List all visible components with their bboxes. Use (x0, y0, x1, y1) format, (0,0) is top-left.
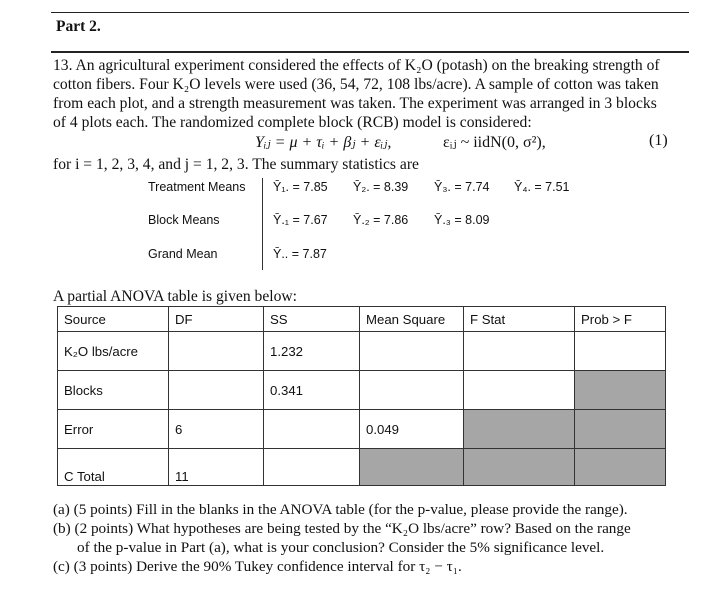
grand-mean-value: Ȳ.. = 7.87 (273, 247, 327, 261)
summary-divider (262, 178, 263, 270)
row-df: 6 (169, 410, 264, 449)
treatment-mean-4: Ȳ₄. = 7.51 (514, 180, 570, 194)
table-row (58, 371, 666, 410)
row-source: Blocks (58, 371, 169, 410)
row-source: Error (58, 410, 169, 449)
question-b-cont: of the p-value in Part (a), what is your conclusion? Consider the 5% significance level. (77, 539, 605, 556)
treatment-mean-2: Ȳ₂. = 8.39 (353, 180, 409, 194)
intro-line: cotton fibers. Four K₂O levels were used (36, 54, 72, 108 lbs/acre). A sample of cotton was taken (53, 76, 659, 93)
row-df (169, 332, 264, 371)
row-df: 11 (169, 449, 264, 486)
block-mean-3: Ȳ.₃ = 8.09 (434, 213, 490, 227)
row-f (464, 371, 575, 410)
top-rule (51, 12, 689, 13)
row-f-shaded (464, 410, 575, 449)
equation-number: (1) (649, 132, 668, 149)
header-mean-square: Mean Square (360, 307, 464, 332)
table-row (58, 410, 666, 449)
header-df: DF (169, 307, 264, 332)
row-p (575, 332, 666, 371)
intro-line: 13. An agricultural experiment considered the effects of K₂O (potash) on the breaking strength of (53, 57, 660, 74)
row-f (464, 332, 575, 371)
header-f-stat: F Stat (464, 307, 575, 332)
row-ss (264, 449, 360, 486)
question-c: (c) (3 points) Derive the 90% Tukey confidence interval for τ₂ − τ₁. (53, 558, 462, 575)
question-b: (b) (2 points) What hypotheses are being tested by the “K₂O lbs/acre” row? Based on the range (53, 520, 631, 537)
block-mean-1: Ȳ.₁ = 7.67 (273, 213, 328, 227)
model-equation: Yᵢⱼ = μ + τᵢ + βⱼ + εᵢⱼ, (255, 134, 392, 151)
anova-caption: A partial ANOVA table is given below: (53, 288, 297, 305)
row-p-shaded (575, 449, 666, 486)
header-prob: Prob > F (575, 307, 666, 332)
error-distribution: εᵢⱼ ~ iidN(0, σ²), (443, 134, 546, 151)
problem-intro (53, 56, 693, 132)
row-ss: 1.232 (264, 332, 360, 371)
row-p-shaded (575, 371, 666, 410)
row-source: C Total (58, 449, 169, 486)
questions (53, 500, 703, 576)
section-rule (51, 51, 689, 53)
row-ss (264, 410, 360, 449)
treatment-mean-1: Ȳ₁. = 7.85 (273, 180, 328, 194)
row-ms (360, 371, 464, 410)
treatment-means-label: Treatment Means (148, 180, 246, 194)
row-source: K₂O lbs/acre (58, 332, 169, 371)
treatment-mean-3: Ȳ₃. = 7.74 (434, 180, 490, 194)
row-f-shaded (464, 449, 575, 486)
block-mean-2: Ȳ.₂ = 7.86 (353, 213, 409, 227)
anova-table (57, 306, 666, 486)
row-df (169, 371, 264, 410)
header-source: Source (58, 307, 169, 332)
row-ss: 0.341 (264, 371, 360, 410)
table-row (58, 332, 666, 371)
table-row (58, 449, 666, 486)
part-title: Part 2. (56, 18, 101, 35)
block-means-label: Block Means (148, 213, 220, 227)
question-a: (a) (5 points) Fill in the blanks in the ANOVA table (for the p-value, please provide the range). (53, 501, 628, 518)
header-ss: SS (264, 307, 360, 332)
row-p-shaded (575, 410, 666, 449)
table-header-row (58, 307, 666, 332)
index-line: for i = 1, 2, 3, 4, and j = 1, 2, 3. The summary statistics are (53, 156, 419, 173)
grand-mean-label: Grand Mean (148, 247, 218, 261)
intro-line: from each plot, and a strength measurement was taken. The experiment was arranged in 3 blocks (53, 95, 657, 112)
row-ms (360, 332, 464, 371)
row-ms-shaded (360, 449, 464, 486)
row-ms: 0.049 (360, 410, 464, 449)
intro-line: of 4 plots each. The randomized complete block (RCB) model is considered: (53, 114, 532, 131)
